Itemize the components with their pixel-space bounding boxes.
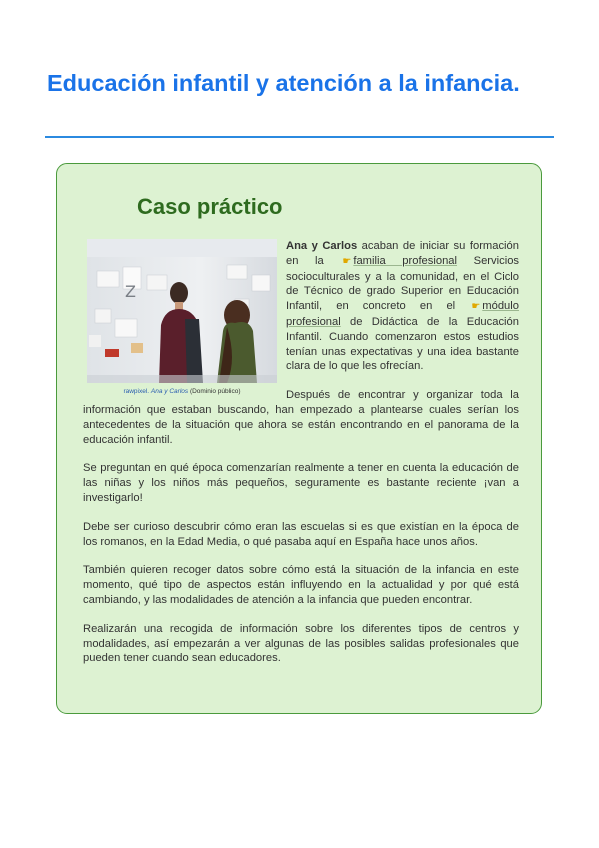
link-modulo-profesional[interactable]: módulo profesional [286, 300, 519, 328]
link-familia-profesional[interactable]: familia profesional [353, 254, 458, 267]
paragraph-epoca: Se preguntan en qué época comenzarían realmente a tener en cuenta la educación de las niñas y los niños más pequeños, seguramente es bastante reciente ¡van a investigarlo! [83, 462, 519, 504]
paragraph-situacion: También quieren recoger datos sobre cómo está la situación de la infancia en este momento, qué tipo de aspectos están influyendo en la actualidad y por qué está cambiando, y las modalidades de atención a la infancia que pueden encontrar. [83, 564, 519, 606]
intro-text-2: Servicios socioculturales y a la comunidad, en el Ciclo de Técnico de grado Superior en Educación Infantil, en concreto en el [286, 254, 520, 313]
page-title: Educación infantil y atención a la infancia. [47, 70, 520, 96]
intro-text-1: acaban de iniciar su formación en la [286, 240, 519, 267]
photo-caption [87, 387, 277, 396]
pointing-hand-icon: ☛ [342, 255, 352, 267]
svg-text:Z: Z [125, 282, 136, 301]
case-study-figure [87, 239, 277, 396]
pointing-hand-icon: ☛ [471, 301, 481, 313]
title-divider [45, 136, 554, 138]
case-study-heading: Caso práctico [137, 194, 283, 219]
student-names: Ana y Carlos [286, 240, 358, 252]
case-study-body [83, 239, 519, 680]
paragraph-antecedentes: Después de encontrar y organizar toda la información que estaban buscando, han empezado a plantearse cuales serían los antecedentes de la situación que ahora se están encontrando en el panorama de la educación infantil. [83, 389, 519, 446]
caption-license: (Dominio público) [189, 388, 241, 395]
paragraph-recogida: Realizarán una recogida de información sobre los diferentes tipos de centros y modalidades, así empezarán a ver algunas de las posibles salidas profesionales que pueden tener cuando sean educadores. [83, 622, 519, 665]
paragraph-escuelas: Debe ser curioso descubrir cómo eran las escuelas si es que existían en la época de los romanos, en la Edad Media, o qué pasaba aquí en España hace unos años. [83, 520, 519, 548]
caption-title: Ana y Carlos [150, 388, 189, 395]
caption-source-link[interactable]: rawpixel. [123, 388, 150, 395]
case-study-box [56, 163, 542, 714]
intro-text-3: de Didáctica de la Educación Infantil. Cuando comenzaron estos estudios tenían unas expectativas y una idea bastante clara de lo que les ofrecían. [286, 315, 519, 373]
photo-ana-y-carlos [87, 239, 277, 383]
